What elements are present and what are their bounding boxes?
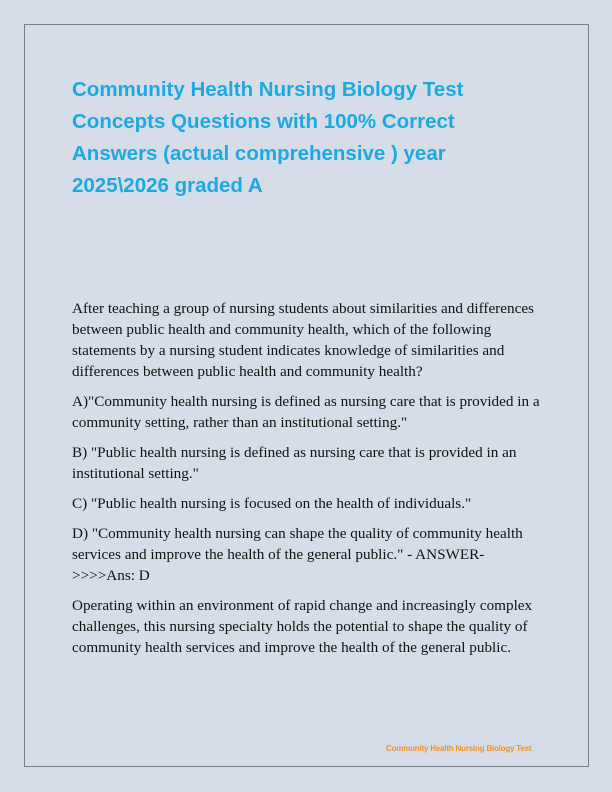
question-text: After teaching a group of nursing students about similarities and differences between public health and community health, which of the following statements by a nursing student indicates knowledge of similarities and differences between public health and community health? [72, 300, 534, 380]
option-c: C) "Public health nursing is focused on the health of individuals." [72, 495, 472, 512]
option-b: B) "Public health nursing is defined as nursing care that is provided in an institutional setting." [72, 444, 517, 482]
document-title: Community Health Nursing Biology Test Concepts Questions with 100% Correct Answers (actual comprehensive ) year 2025\2026 graded A [72, 78, 464, 197]
footer-text: Community Health Nursing Biology Test [386, 744, 532, 753]
option-d: D) "Community health nursing can shape the quality of community health services and improve the health of the general public." - ANSWER->>>>Ans: D [72, 525, 523, 584]
explanation-text: Operating within an environment of rapid change and increasingly complex challenges, this nursing specialty holds the potential to shape the quality of community health services and improve the health of the general public. [72, 597, 533, 656]
option-a: A)"Community health nursing is defined as nursing care that is provided in a community setting, rather than an institutional setting." [72, 393, 540, 431]
document-body [72, 298, 542, 667]
